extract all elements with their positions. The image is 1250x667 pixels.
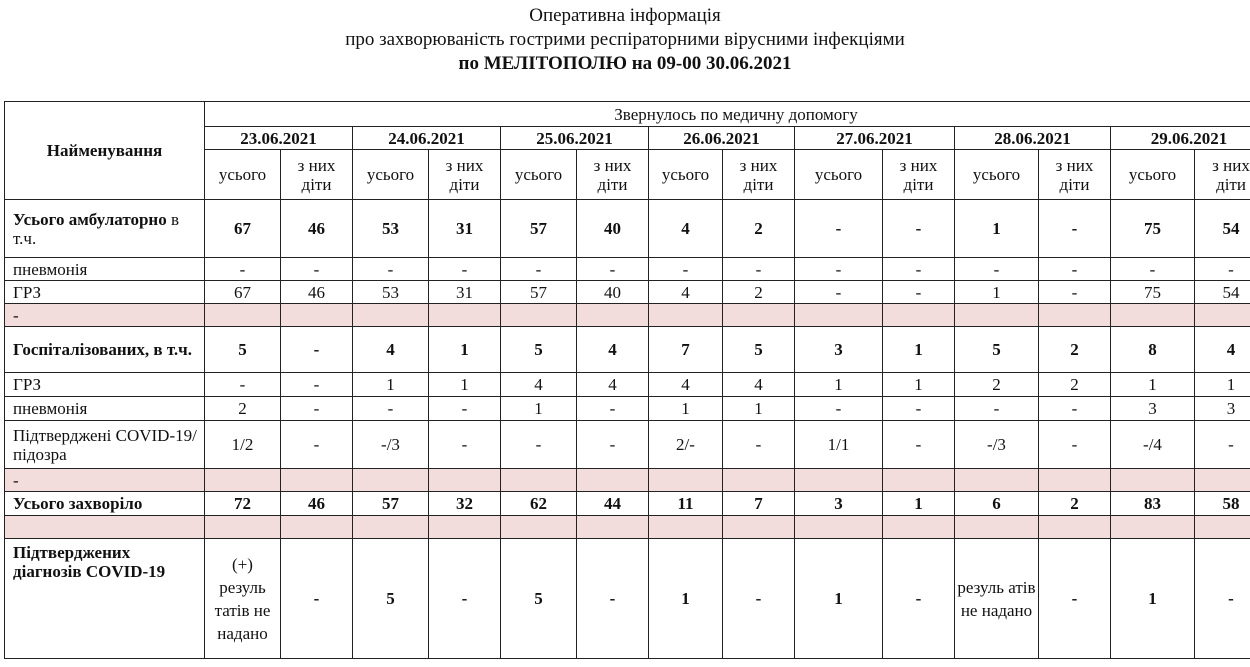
value-cell: 4 xyxy=(649,373,723,397)
header-sub-children-line2: діти xyxy=(301,174,332,194)
header-sub-children xyxy=(1039,150,1111,200)
value-cell: 2 xyxy=(723,200,795,258)
value-cell: 57 xyxy=(501,281,577,304)
value-cell: 5 xyxy=(955,327,1039,373)
row-hospitalized xyxy=(5,327,1250,373)
value-cell: 1 xyxy=(649,397,723,421)
value-cell: 3 xyxy=(1195,397,1250,421)
header-date: 25.06.2021 xyxy=(501,127,649,150)
value-cell: 2 xyxy=(1039,373,1111,397)
header-date: 29.06.2021 xyxy=(1111,127,1250,150)
separator-cell xyxy=(1111,304,1195,327)
value-cell: 1 xyxy=(649,539,723,659)
value-cell: - xyxy=(1111,258,1195,281)
row-label: ГРЗ xyxy=(5,373,205,397)
separator-label: - xyxy=(5,304,205,327)
value-cell: - xyxy=(1195,421,1250,469)
separator-cell xyxy=(281,304,353,327)
value-cell: 58 xyxy=(1195,492,1250,516)
value-cell: - xyxy=(649,258,723,281)
row-label: ГРЗ xyxy=(5,281,205,304)
value-cell: - xyxy=(795,200,883,258)
separator-cell xyxy=(1111,469,1195,492)
value-cell: 2 xyxy=(955,373,1039,397)
row-label: пневмонія xyxy=(5,258,205,281)
value-cell: 44 xyxy=(577,492,649,516)
value-cell: 75 xyxy=(1111,200,1195,258)
header-sub-total: усього xyxy=(795,150,883,200)
value-cell: - xyxy=(281,539,353,659)
value-cell: 5 xyxy=(353,539,429,659)
value-cell: - xyxy=(1195,258,1250,281)
value-cell: 4 xyxy=(723,373,795,397)
header-sub-children-line2: діти xyxy=(1216,174,1246,194)
value-cell: 7 xyxy=(723,492,795,516)
value-cell: 2 xyxy=(1039,492,1111,516)
value-cell: резуль атів не надано xyxy=(955,539,1039,659)
value-cell: 1 xyxy=(429,373,501,397)
value-cell: 5 xyxy=(723,327,795,373)
separator-cell xyxy=(353,516,429,539)
separator-cell xyxy=(205,516,281,539)
value-cell: 1 xyxy=(723,397,795,421)
value-cell: - xyxy=(281,373,353,397)
header-sub-children-line1: з них xyxy=(297,155,336,175)
separator-cell xyxy=(649,469,723,492)
value-cell: 53 xyxy=(353,281,429,304)
value-cell: 40 xyxy=(577,200,649,258)
header-sub-total: усього xyxy=(1111,150,1195,200)
value-cell: 2 xyxy=(205,397,281,421)
header-sub-children xyxy=(1195,150,1250,200)
value-cell: - xyxy=(795,397,883,421)
separator-cell xyxy=(353,304,429,327)
header-name-column: Найменування xyxy=(5,102,205,200)
value-cell: 46 xyxy=(281,200,353,258)
value-cell: - xyxy=(1039,421,1111,469)
value-cell: - xyxy=(883,200,955,258)
value-cell: - xyxy=(577,539,649,659)
separator-cell xyxy=(883,304,955,327)
value-cell: - xyxy=(429,539,501,659)
header-date: 23.06.2021 xyxy=(205,127,353,150)
row-ambulatory xyxy=(5,200,1250,258)
value-cell: 4 xyxy=(577,327,649,373)
value-cell: 11 xyxy=(649,492,723,516)
value-cell: - xyxy=(1039,258,1111,281)
header-sub-children-line1: з них xyxy=(1055,155,1094,175)
value-cell: 62 xyxy=(501,492,577,516)
value-cell: - xyxy=(883,421,955,469)
value-cell: - xyxy=(353,258,429,281)
value-cell: 4 xyxy=(1195,327,1250,373)
header-sub-children xyxy=(883,150,955,200)
header-sub-children xyxy=(281,150,353,200)
value-cell: 31 xyxy=(429,200,501,258)
separator-label xyxy=(5,516,205,539)
value-cell: 57 xyxy=(353,492,429,516)
separator-label: - xyxy=(5,469,205,492)
value-cell: - xyxy=(955,258,1039,281)
row-pneumonia-hospitalized xyxy=(5,397,1250,421)
value-cell: - xyxy=(795,281,883,304)
separator-cell xyxy=(883,469,955,492)
header-sub-total: усього xyxy=(649,150,723,200)
separator-cell xyxy=(577,469,649,492)
header-sub-children-line2: діти xyxy=(903,174,934,194)
value-cell: - xyxy=(883,539,955,659)
row-label: пневмонія xyxy=(5,397,205,421)
value-cell: 54 xyxy=(1195,281,1250,304)
separator-cell xyxy=(723,516,795,539)
separator-cell xyxy=(577,304,649,327)
value-cell: - xyxy=(1039,281,1111,304)
value-cell: - xyxy=(281,258,353,281)
value-cell: 6 xyxy=(955,492,1039,516)
value-cell: 1 xyxy=(955,281,1039,304)
value-cell: - xyxy=(883,281,955,304)
header-sub-children-line2: діти xyxy=(743,174,774,194)
separator-cell xyxy=(429,469,501,492)
value-cell: 46 xyxy=(281,281,353,304)
value-cell: 8 xyxy=(1111,327,1195,373)
value-cell: 31 xyxy=(429,281,501,304)
value-cell: - xyxy=(1039,200,1111,258)
title-line-2: про захворюваність гострими респіраторними вірусними інфекціями xyxy=(345,29,905,50)
separator-cell xyxy=(955,516,1039,539)
separator-cell xyxy=(429,304,501,327)
separator-cell xyxy=(723,304,795,327)
separator-cell xyxy=(795,304,883,327)
row-grz-ambulatory xyxy=(5,281,1250,304)
value-cell: 2/- xyxy=(649,421,723,469)
value-cell: - xyxy=(281,397,353,421)
value-cell: - xyxy=(577,258,649,281)
header-date: 27.06.2021 xyxy=(795,127,955,150)
separator-cell xyxy=(353,469,429,492)
value-cell: 46 xyxy=(281,492,353,516)
value-cell: 4 xyxy=(649,281,723,304)
value-cell: 2 xyxy=(723,281,795,304)
row-total-sick xyxy=(5,492,1250,516)
value-cell: 1 xyxy=(955,200,1039,258)
value-cell: 75 xyxy=(1111,281,1195,304)
value-cell: 3 xyxy=(1111,397,1195,421)
value-cell: 5 xyxy=(205,327,281,373)
separator-cell xyxy=(281,469,353,492)
value-cell: 40 xyxy=(577,281,649,304)
row-pneumonia-ambulatory xyxy=(5,258,1250,281)
row-label: Підтверджені COVID-19/підозра xyxy=(5,421,205,469)
row-label: Усього захворіло xyxy=(5,492,205,516)
separator-row xyxy=(5,304,1250,327)
value-cell: 7 xyxy=(649,327,723,373)
value-cell: - xyxy=(205,258,281,281)
separator-cell xyxy=(281,516,353,539)
morbidity-table xyxy=(4,101,1250,659)
value-cell: - xyxy=(577,421,649,469)
separator-cell xyxy=(577,516,649,539)
value-cell: 1 xyxy=(1195,373,1250,397)
value-cell: - xyxy=(723,421,795,469)
separator-cell xyxy=(1195,516,1250,539)
value-cell: - xyxy=(1195,539,1250,659)
separator-cell xyxy=(1039,304,1111,327)
separator-cell xyxy=(501,516,577,539)
value-cell: - xyxy=(723,539,795,659)
title-line-3: по МЕЛІТОПОЛЮ на 09-00 30.06.2021 xyxy=(458,53,792,74)
separator-cell xyxy=(795,516,883,539)
value-cell: 5 xyxy=(501,327,577,373)
header-sub-children xyxy=(723,150,795,200)
row-label: Усього амбулаторно в т.ч. xyxy=(5,200,205,258)
value-cell: 32 xyxy=(429,492,501,516)
header-sub-total: усього xyxy=(205,150,281,200)
value-cell: - xyxy=(795,258,883,281)
separator-cell xyxy=(1111,516,1195,539)
value-cell: 54 xyxy=(1195,200,1250,258)
value-cell: -/4 xyxy=(1111,421,1195,469)
value-cell: 83 xyxy=(1111,492,1195,516)
header-sub-total: усього xyxy=(501,150,577,200)
separator-cell xyxy=(649,304,723,327)
separator-cell xyxy=(649,516,723,539)
separator-cell xyxy=(955,469,1039,492)
value-cell: - xyxy=(501,258,577,281)
value-cell: 4 xyxy=(353,327,429,373)
value-cell: 4 xyxy=(501,373,577,397)
row-label: Підтверджених діагнозів COVID-19 xyxy=(5,539,205,659)
header-row-group xyxy=(5,102,1250,127)
value-cell: 72 xyxy=(205,492,281,516)
separator-cell xyxy=(795,469,883,492)
separator-row xyxy=(5,469,1250,492)
header-sub-children-line1: з них xyxy=(899,155,938,175)
value-cell: 67 xyxy=(205,281,281,304)
value-cell: 1 xyxy=(1111,539,1195,659)
value-cell: - xyxy=(353,397,429,421)
header-sub-children-line1: з них xyxy=(593,155,632,175)
value-cell: 57 xyxy=(501,200,577,258)
value-cell: 2 xyxy=(1039,327,1111,373)
row-label: Госпіталізованих, в т.ч. xyxy=(5,327,205,373)
separator-cell xyxy=(883,516,955,539)
value-cell: - xyxy=(1039,539,1111,659)
value-cell: - xyxy=(429,421,501,469)
value-cell: 1 xyxy=(795,539,883,659)
value-cell: - xyxy=(883,397,955,421)
value-cell: -/3 xyxy=(955,421,1039,469)
value-cell: 3 xyxy=(795,327,883,373)
value-cell: - xyxy=(577,397,649,421)
header-sub-children xyxy=(577,150,649,200)
separator-row-blank xyxy=(5,516,1250,539)
separator-cell xyxy=(723,469,795,492)
header-sub-children-line2: діти xyxy=(449,174,480,194)
value-cell: 5 xyxy=(501,539,577,659)
header-sub-children-line2: діти xyxy=(597,174,628,194)
header-date: 28.06.2021 xyxy=(955,127,1111,150)
header-sub-children-line1: з них xyxy=(445,155,484,175)
row-covid-confirmed xyxy=(5,539,1250,659)
value-cell: - xyxy=(429,258,501,281)
separator-cell xyxy=(1195,304,1250,327)
separator-cell xyxy=(955,304,1039,327)
value-cell: - xyxy=(429,397,501,421)
value-cell: - xyxy=(205,373,281,397)
value-cell: 4 xyxy=(577,373,649,397)
value-cell: - xyxy=(955,397,1039,421)
value-cell: 1 xyxy=(883,492,955,516)
separator-cell xyxy=(501,469,577,492)
header-sub-total: усього xyxy=(955,150,1039,200)
value-cell: 1 xyxy=(883,327,955,373)
value-cell: -/3 xyxy=(353,421,429,469)
header-sub-children-line1: з них xyxy=(1212,155,1250,175)
value-cell: 67 xyxy=(205,200,281,258)
header-date: 26.06.2021 xyxy=(649,127,795,150)
value-cell: 53 xyxy=(353,200,429,258)
value-cell: - xyxy=(1039,397,1111,421)
value-cell: (+) резуль татів не надано xyxy=(205,539,281,659)
separator-cell xyxy=(205,469,281,492)
value-cell: - xyxy=(883,258,955,281)
value-cell: 1 xyxy=(353,373,429,397)
report-title xyxy=(0,0,1250,76)
header-sub-children-line2: діти xyxy=(1059,174,1090,194)
header-group-label: Звернулось по медичну допомогу xyxy=(205,102,1250,127)
row-covid-suspected xyxy=(5,421,1250,469)
separator-cell xyxy=(1195,469,1250,492)
value-cell: 4 xyxy=(649,200,723,258)
value-cell: 3 xyxy=(795,492,883,516)
header-sub-total: усього xyxy=(353,150,429,200)
value-cell: 1 xyxy=(1111,373,1195,397)
title-line-1: Оперативна інформація xyxy=(529,5,721,26)
separator-cell xyxy=(501,304,577,327)
separator-cell xyxy=(1039,469,1111,492)
value-cell: - xyxy=(723,258,795,281)
value-cell: - xyxy=(281,421,353,469)
header-sub-children-line1: з них xyxy=(739,155,778,175)
value-cell: 1 xyxy=(501,397,577,421)
header-sub-children xyxy=(429,150,501,200)
value-cell: - xyxy=(281,327,353,373)
value-cell: - xyxy=(501,421,577,469)
value-cell: 1 xyxy=(795,373,883,397)
header-date: 24.06.2021 xyxy=(353,127,501,150)
separator-cell xyxy=(205,304,281,327)
separator-cell xyxy=(1039,516,1111,539)
value-cell: 1/1 xyxy=(795,421,883,469)
row-grz-hospitalized xyxy=(5,373,1250,397)
value-cell: 1 xyxy=(883,373,955,397)
value-cell: 1 xyxy=(429,327,501,373)
separator-cell xyxy=(429,516,501,539)
value-cell: 1/2 xyxy=(205,421,281,469)
